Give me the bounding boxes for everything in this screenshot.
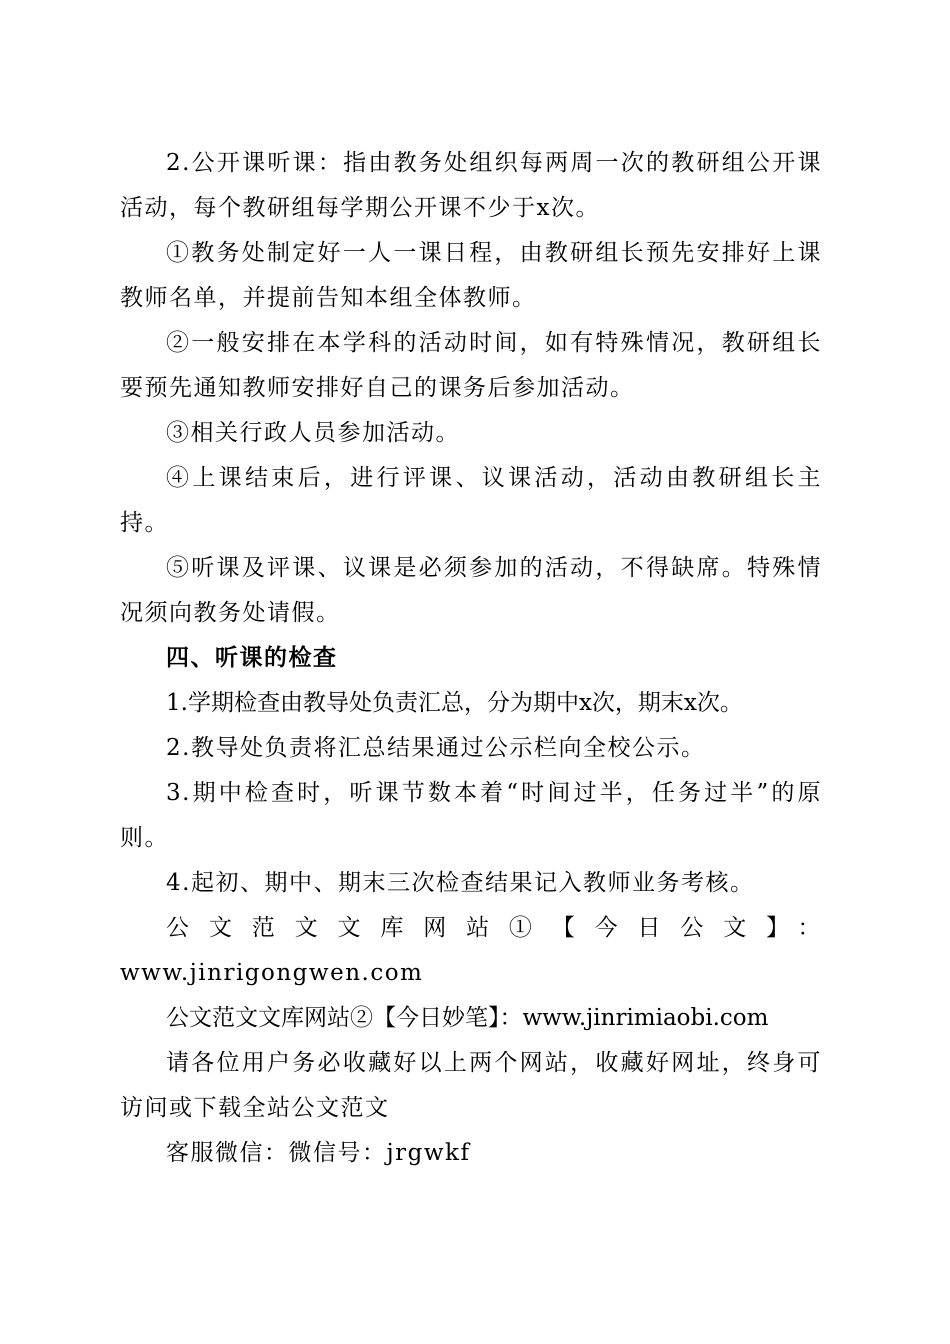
paragraph-item-4: ④上课结束后，进行评课、议课活动，活动由教研组长主持。 [120, 465, 822, 536]
section-heading: 四、听课的检查 [166, 645, 338, 671]
paragraph-item-1: ①教务处制定好一人一课日程，由教研组长预先安排好上课教师名单，并提前告知本组全体教师。 [120, 240, 822, 311]
promo-service: 客服微信：微信号：jrgwkf [166, 1140, 471, 1166]
promo-site2: 公文范文文库网站②【今日妙笔】：www.jinrimiaobi.com [166, 1005, 769, 1031]
paragraph-open-class: 2.公开课听课：指由教务处组织每两周一次的教研组公开课活动，每个教研组每学期公开课不少于x次。 [120, 150, 822, 221]
promo-site1-url[interactable]: www.jinrigongwen.com [120, 960, 424, 986]
paragraph-item-5: ⑤听课及评课、议课是必须参加的活动，不得缺席。特殊情况须向教务处请假。 [120, 555, 822, 626]
promo-notice: 请各位用户务必收藏好以上两个网站，收藏好网址，终身可访问或下载全站公文范文 [120, 1050, 822, 1121]
promo-site1-label: 公文范文文库网站①【今日公文】： [166, 915, 822, 941]
check-item-1: 1.学期检查由教导处负责汇总，分为期中x次，期末x次。 [166, 690, 743, 716]
check-item-4: 4.起初、期中、期末三次检查结果记入教师业务考核。 [166, 870, 755, 896]
check-item-2: 2.教导处负责将汇总结果通过公示栏向全校公示。 [166, 735, 706, 761]
document-body [120, 141, 822, 1176]
paragraph-item-3: ③相关行政人员参加活动。 [166, 420, 460, 446]
paragraph-item-2: ②一般安排在本学科的活动时间，如有特殊情况，教研组长要预先通知教师安排好自己的课务后参加活动。 [120, 330, 822, 401]
check-item-3: 3.期中检查时，听课节数本着“时间过半，任务过半”的原则。 [120, 780, 822, 851]
